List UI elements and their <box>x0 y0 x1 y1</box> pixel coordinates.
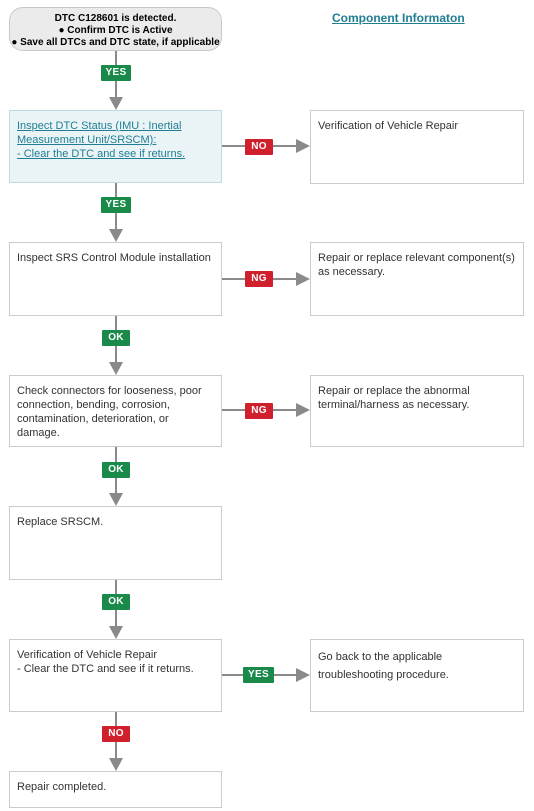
arrowhead-right <box>296 668 310 682</box>
arrowhead-down <box>109 493 123 506</box>
arrowhead-right <box>296 403 310 417</box>
side-repair-terminal <box>310 375 524 447</box>
side-text: Verification of Vehicle Repair <box>318 120 459 132</box>
step-repair-completed <box>9 771 222 808</box>
verification-title: Verification of Vehicle Repair <box>17 649 158 661</box>
badge-ok: OK <box>102 462 130 478</box>
step-check-connectors <box>9 375 222 447</box>
start-line-3: ● Save all DTCs and DTC state, if applicable <box>11 37 220 48</box>
side-text: Repair or replace relevant component(s) as necessary. <box>318 252 515 278</box>
step-replace-srscm <box>9 506 222 580</box>
badge-ok: OK <box>102 594 130 610</box>
clear-dtc-link[interactable]: - Clear the DTC and see if returns. <box>17 148 186 160</box>
arrowhead-down <box>109 626 123 639</box>
arrowhead-down <box>109 758 123 771</box>
step-text: Check connectors for looseness, poor connection, bending, corrosion, contamination, deterioration, or damage. <box>17 385 202 439</box>
badge-ng: NG <box>245 403 273 419</box>
step-text: Replace SRSCM. <box>17 516 104 528</box>
badge-no: NO <box>102 726 130 742</box>
arrowhead-down <box>109 229 123 242</box>
step-text: Repair completed. <box>17 781 107 793</box>
arrowhead-down <box>109 97 123 110</box>
arrowhead-right <box>296 139 310 153</box>
step-text: Inspect SRS Control Module installation <box>17 252 211 264</box>
badge-yes: YES <box>101 197 131 213</box>
side-verification-of-repair <box>310 110 524 184</box>
step-verification <box>9 639 222 712</box>
start-line-2: ● Confirm DTC is Active <box>58 25 173 36</box>
side-go-back <box>310 639 524 712</box>
side-repair-component <box>310 242 524 316</box>
verification-instruction: - Clear the DTC and see if it returns. <box>17 663 194 675</box>
arrowhead-right <box>296 272 310 286</box>
arrowhead-down <box>109 362 123 375</box>
start-line-1: DTC C128601 is detected. <box>54 13 177 24</box>
side-text: Go back to the applicable troubleshooting procedure. <box>318 651 449 681</box>
badge-no: NO <box>245 139 273 155</box>
component-information-link[interactable]: Component Informaton <box>332 11 465 25</box>
badge-yes: YES <box>101 65 131 81</box>
badge-ng: NG <box>245 271 273 287</box>
side-text: Repair or replace the abnormal terminal/harness as necessary. <box>318 385 470 411</box>
badge-ok: OK <box>102 330 130 346</box>
step-inspect-srs-module <box>9 242 222 316</box>
step-inspect-dtc-status[interactable] <box>9 110 222 183</box>
badge-yes: YES <box>243 667 274 683</box>
inspect-dtc-link[interactable]: Inspect DTC Status (IMU : Inertial Measurement Unit/SRSCM): <box>17 120 182 146</box>
start-node-dtc-detected <box>9 7 222 51</box>
